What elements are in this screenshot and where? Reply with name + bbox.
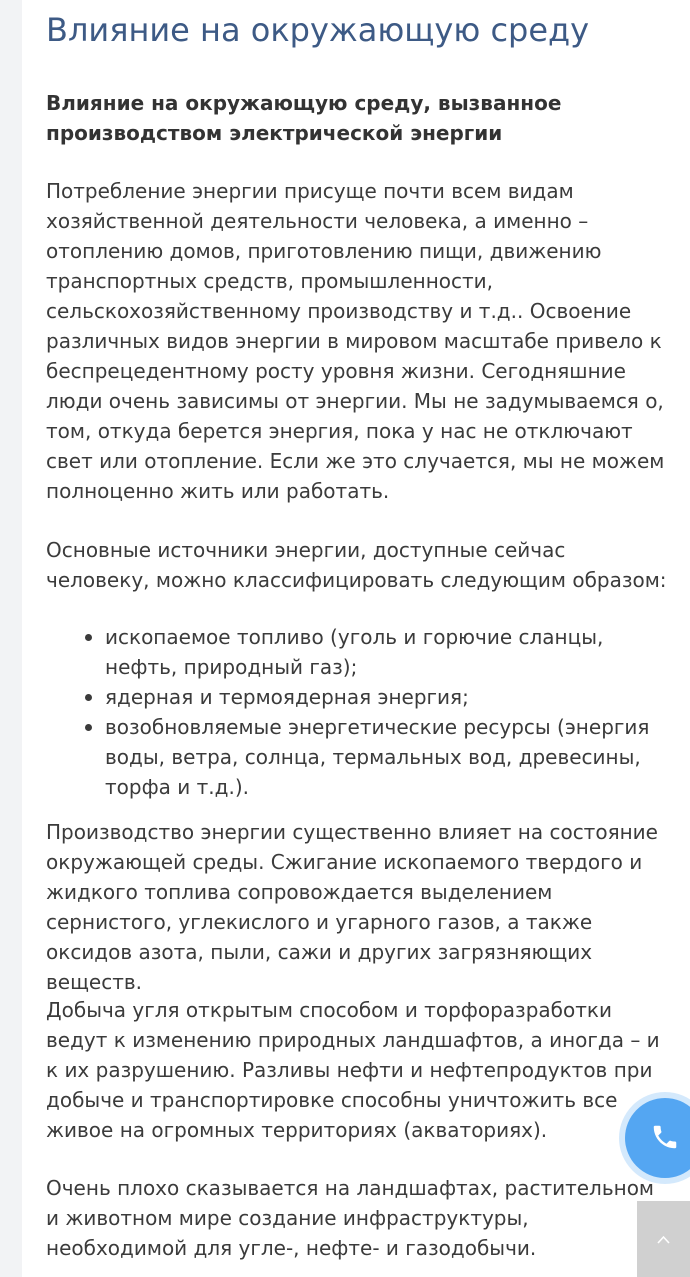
- paragraph-energy-impact: Производство энергии существенно влияет на состояние окружающей среды. Сжигание ископаемого твердого и жидкого топлива сопровождается выделением сернистого, углекислого и угарного газов, а также оксидов азота, пыли, сажи и других загрязняющих веществ.: [46, 820, 658, 994]
- phone-icon: [650, 1121, 680, 1153]
- left-gutter: [0, 0, 22, 1277]
- list-item-text: ядерная и термоядерная энергия;: [105, 685, 469, 709]
- article-subtitle: Влияние на окружающую среду, вызванное производством электрической энергии: [46, 91, 562, 145]
- paragraph-infrastructure-impact: Очень плохо сказывается на ландшафтах, растительном и животном мире создание инфраструктуры, необходимой для угле-, нефте- и газодобычи.: [46, 1176, 655, 1260]
- list-item: [46, 712, 670, 802]
- paragraph-mining-impact: Добыча угля открытым способом и торфоразработки ведут к изменению природных ландшафтов, а иногда – и к их разрушению. Разливы нефти и нефтепродуктов при добыче и транспортировке способны уничтожить все живое на огромных территориях (акваториях).: [46, 998, 660, 1142]
- energy-sources-list: [46, 622, 670, 802]
- list-item: [46, 622, 670, 682]
- list-item: [46, 682, 670, 712]
- bullet-icon: [85, 634, 92, 641]
- list-item-text: ископаемое топливо (уголь и горючие сланцы, нефть, природный газ);: [105, 625, 604, 679]
- scroll-to-top-button[interactable]: [637, 1201, 690, 1277]
- paragraph-energy-consumption: Потребление энергии присуще почти всем видам хозяйственной деятельности человека, а именно – отоплению домов, приготовлению пищи, движению транспортных средств, промышленности, сельскохозяйственному производству и т.д.. Освоение различных видов энергии в мировом масштабе привело к беспрецедентному росту уровня жизни. Сегодняшние люди очень зависимы от энергии. Мы не задумываемся о, том, откуда берется энергия, пока у нас не отключают свет или отопление. Если же это случается, мы не можем полноценно жить или работать.: [46, 179, 665, 503]
- page-title: Влияние на окружающую среду: [46, 11, 590, 49]
- call-button[interactable]: [625, 1098, 690, 1178]
- list-item-text: возобновляемые энергетические ресурсы (энергия воды, ветра, солнца, термальных вод, древесины, торфа и т.д.).: [105, 715, 650, 799]
- bullet-icon: [85, 694, 92, 701]
- bullet-icon: [85, 724, 92, 731]
- chevron-up-icon: [657, 1235, 670, 1244]
- paragraph-energy-sources-intro: Основные источники энергии, доступные сейчас человеку, можно классифицировать следующим образом:: [46, 538, 667, 592]
